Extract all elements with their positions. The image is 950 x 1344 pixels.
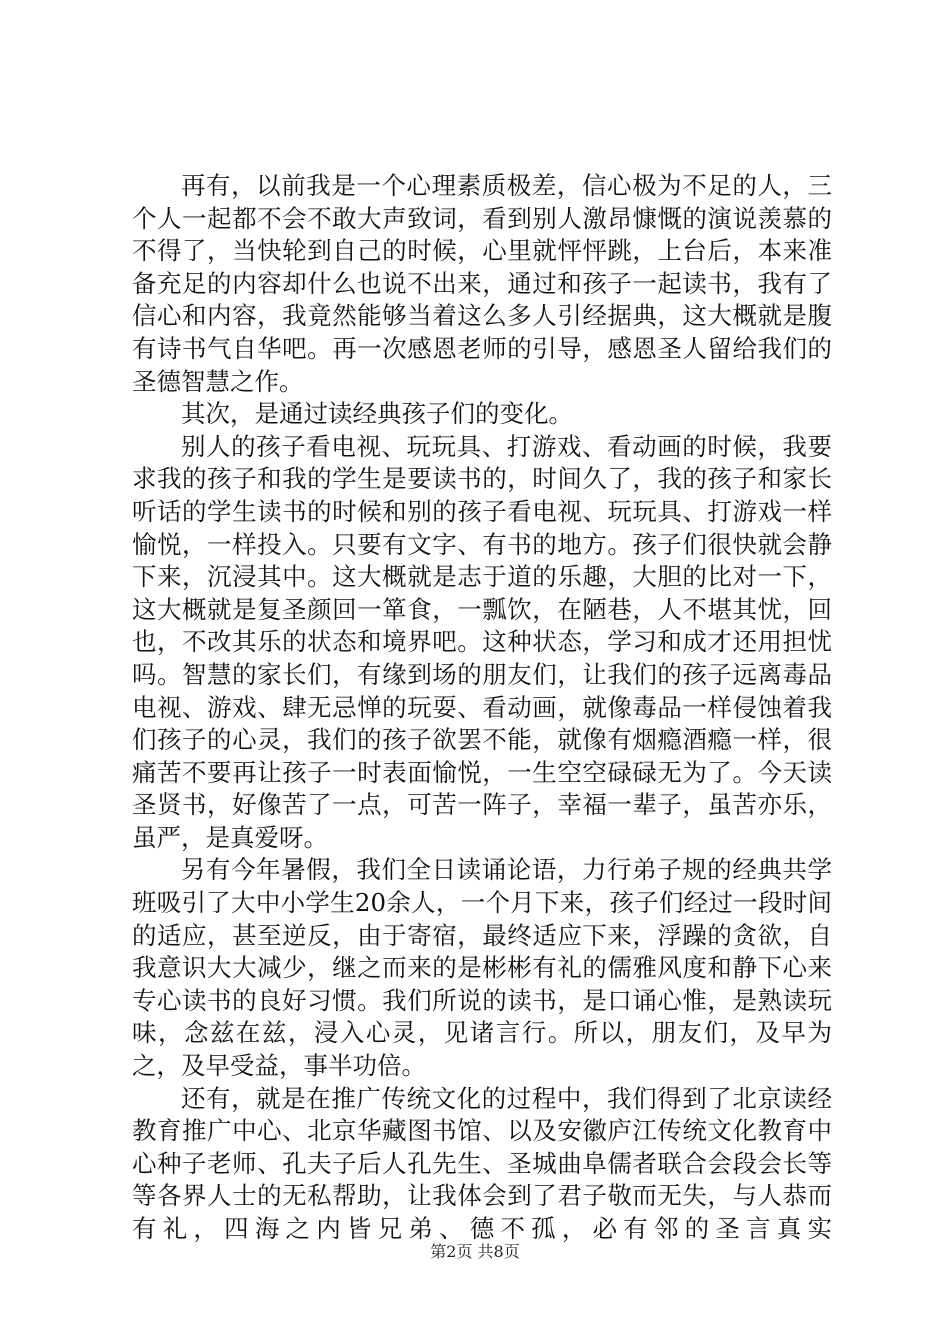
paragraph-summer-class: 另有今年暑假，我们全日读诵论语，力行弟子规的经典共学班吸引了大中小学生20余人，一个月下来，孩子们经过一段时间的适应，甚至逆反，由于寄宿，最终适应下来，浮躁的贪欲，自我意识大大减少，继之而来的是彬彬有礼的儒雅风度和静下心来专心读书的良好习惯。我们所说的读书，是口诵心惟，是熟读玩味，念兹在兹，浸入心灵，见诸言行。所以，朋友们，及早为之，及早受益，事半功倍。 [132, 855, 832, 1081]
paragraph-children-reading: 别人的孩子看电视、玩玩具、打游戏、看动画的时候，我要求我的孩子和我的学生是要读书的，时间久了，我的孩子和家长听话的学生读书的时候和别的孩子看电视、玩玩具、打游戏一样愉悦，一样投入。只要有文字、有书的地方。孩子们很快就会静下来，沉浸其中。这大概就是志于道的乐趣，大胆的比对一下，这大概就是复圣颜回一箪食，一瓢饮，在陋巷，人不堪其忧，回也，不改其乐的状态和境界吧。这种状态，学习和成才还用担忧吗。智慧的家长们，有缘到场的朋友们，让我们的孩子远离毒品电视、游戏、肆无忌惮的玩耍、看动画，就像毒品一样侵蚀着我们孩子的心灵，我们的孩子欲罢不能，就像有烟瘾酒瘾一样，很痛苦不要再让孩子一时表面愉悦，一生空空碌碌无为了。今天读圣贤书，好像苦了一点，可苦一阵子，幸福一辈子，虽苦亦乐，虽严，是真爱呀。 [132, 431, 832, 852]
paragraph-children-change-heading: 其次，是通过读经典孩子们的变化。 [181, 399, 573, 429]
paragraph-confidence: 再有，以前我是一个心理素质极差，信心极为不足的人，三个人一起都不会不敢大声致词，看到别人激昂慷慨的演说羡慕的不得了，当快轮到自己的时候，心里就怦怦跳，上台后，本来准备充足的内容却什么也说不出来，通过和孩子一起读书，我有了信心和内容，我竟然能够当着这么多人引经据典，这大概就是腹有诗书气自华吧。再一次感恩老师的引导，感恩圣人留给我们的圣德智慧之作。 [132, 171, 832, 396]
document-body [132, 170, 832, 1246]
paragraph-promotion-help: 还有，就是在推广传统文化的过程中，我们得到了北京读经教育推广中心、北京华藏图书馆、以及安徽庐江传统文化教育中心种子老师、孔夫子后人孔先生、圣城曲阜儒者联合会段会长等等各界人士的无私帮助，让我体会到了君子敬而无失，与人恭而有礼，四海之内皆兄弟、德不孤，必有邻的圣言真实 [132, 1083, 832, 1243]
page-number-footer: 第2页 共8页 [430, 1242, 520, 1261]
